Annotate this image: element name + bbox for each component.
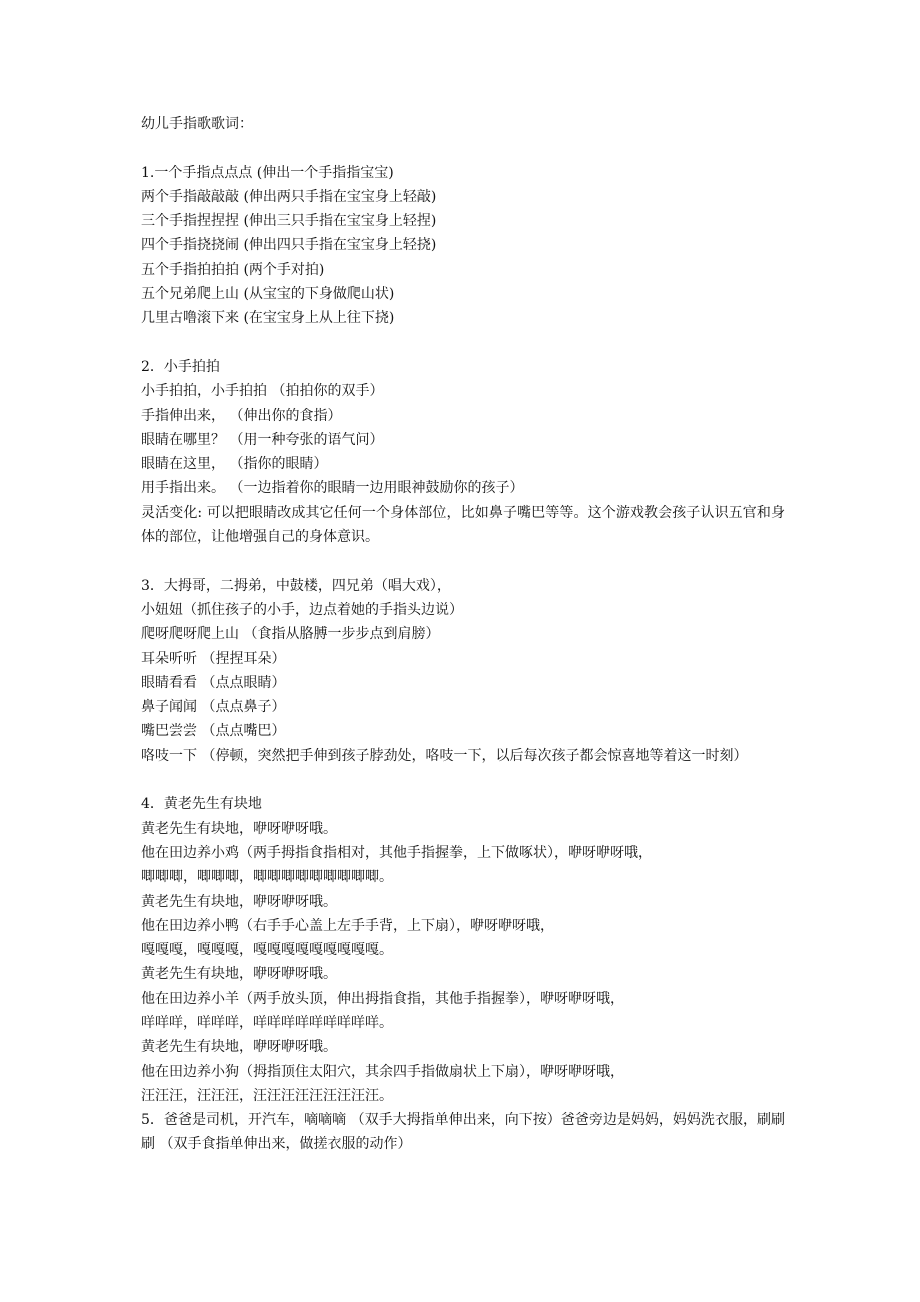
lyric-line: 五个手指拍拍拍 (两个手对拍) — [141, 261, 325, 278]
lyric-line: 黄老先生有块地，咿呀咿呀哦。 — [141, 1039, 337, 1056]
lyric-line: 黄老先生有块地，咿呀咿呀哦。 — [141, 966, 337, 983]
lyric-line: 黄老先生有块地，咿呀咿呀哦。 — [141, 893, 337, 910]
spacer — [141, 768, 785, 792]
lyric-line: 两个手指敲敲敲 (伸出两只手指在宝宝身上轻敲) — [141, 188, 437, 205]
lyric-line: 用手指出来。 （一边指着你的眼睛一边用眼神鼓励你的孩子） — [141, 480, 524, 497]
song-section-3 — [141, 574, 785, 768]
lyric-line: 五个兄弟爬上山 (从宝宝的下身做爬山状) — [141, 286, 395, 303]
lyric-line: 小妞妞（抓住孩子的小手，边点着她的手指头边说） — [141, 601, 463, 618]
document-title: 幼儿手指歌歌词： — [141, 116, 253, 132]
song-section-4 — [141, 792, 785, 1156]
lyric-line: 眼睛在哪里？ （用一种夸张的语气问） — [141, 431, 384, 448]
song-section-1 — [141, 161, 785, 331]
spacer — [141, 136, 785, 160]
document-page — [141, 112, 785, 1157]
lyric-line: 四个手指挠挠闹 (伸出四只手指在宝宝身上轻挠) — [141, 237, 437, 254]
lyric-line: 汪汪汪，汪汪汪，汪汪汪汪汪汪汪汪汪。 — [141, 1087, 393, 1104]
lyric-line: 眼睛看看 （点点眼睛） — [141, 674, 286, 691]
lyric-line: 咩咩咩，咩咩咩，咩咩咩咩咩咩咩咩咩。 — [141, 1014, 393, 1031]
lyric-line: 耳朵听听 （捏捏耳朵） — [141, 650, 286, 667]
lyric-line: 1.一个手指点点点 (伸出一个手指指宝宝) — [141, 164, 394, 181]
section-heading: 4．黄老先生有块地 — [141, 796, 262, 813]
section-heading: 3．大拇哥，二拇弟，中鼓楼，四兄弟（唱大戏）， — [141, 577, 451, 594]
lyric-line: 爬呀爬呀爬上山 （食指从胳膊一步步点到肩膀） — [141, 626, 440, 643]
section-heading: 2．小手拍拍 — [141, 358, 220, 375]
spacer — [141, 331, 785, 355]
lyric-line: 他在田边养小羊（两手放头顶，伸出拇指食指，其他手指握拳），咿呀咿呀哦， — [141, 990, 624, 1007]
song-section-2 — [141, 355, 785, 549]
lyric-line: 嘴巴尝尝 （点点嘴巴） — [141, 723, 286, 740]
lyric-line: 手指伸出来， （伸出你的食指） — [141, 407, 342, 424]
section-5-text: 5．爸爸是司机，开汽车，嘀嘀嘀 （双手大拇指单伸出来，向下按）爸爸旁边是妈妈，妈妈洗衣服，刷刷刷 （双手食指单伸出来，做搓衣服的动作） — [141, 1112, 785, 1153]
section-note: 咯吱一下 （停顿，突然把手伸到孩子脖劲处，咯吱一下，以后每次孩子都会惊喜地等着这一时刻） — [141, 747, 748, 764]
lyric-line: 他在田边养小鸡（两手拇指食指相对，其他手指握拳，上下做啄状），咿呀咿呀哦， — [141, 844, 652, 861]
lyric-line: 鼻子闻闻 （点点鼻子） — [141, 699, 286, 716]
lyric-line: 几里古噜滚下来 (在宝宝身上从上往下挠) — [141, 310, 395, 327]
lyric-line: 小手拍拍，小手拍拍 （拍拍你的双手） — [141, 383, 384, 400]
lyric-line: 他在田边养小狗（拇指顶住太阳穴，其余四手指做扇状上下扇），咿呀咿呀哦， — [141, 1063, 624, 1080]
lyric-line: 嘎嘎嘎，嘎嘎嘎，嘎嘎嘎嘎嘎嘎嘎嘎嘎。 — [141, 942, 393, 959]
lyric-line: 三个手指捏捏捏 (伸出三只手指在宝宝身上轻捏) — [141, 213, 437, 230]
lyric-line: 唧唧唧，唧唧唧，唧唧唧唧唧唧唧唧唧。 — [141, 869, 393, 886]
lyric-line: 眼睛在这里， （指你的眼睛） — [141, 456, 328, 473]
lyric-line: 他在田边养小鸭（右手手心盖上左手手背，上下扇），咿呀咿呀哦， — [141, 917, 554, 934]
section-note: 灵活变化: 可以把眼睛改成其它任何一个身体部位，比如鼻子嘴巴等等。这个游戏教会孩子认识五官和身体的部位，让他增强自己的身体意识。 — [141, 504, 785, 546]
spacer — [141, 549, 785, 573]
lyric-line: 黄老先生有块地，咿呀咿呀哦。 — [141, 820, 337, 837]
